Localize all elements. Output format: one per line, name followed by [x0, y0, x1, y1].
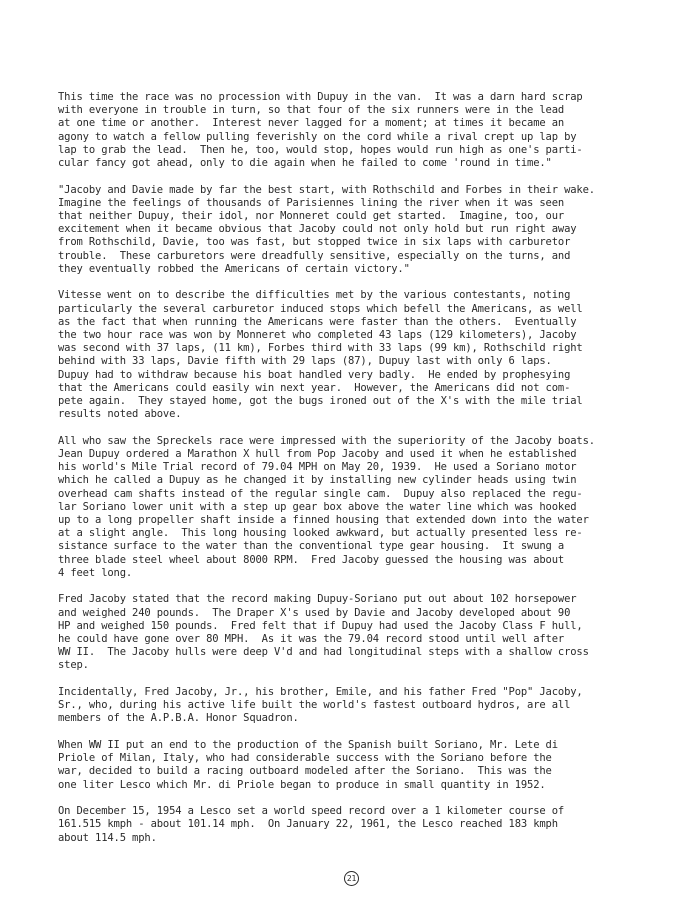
text-line: which he called a Dupuy as he changed it by installing new cylinder heads using twin [58, 474, 577, 487]
text-line: trouble. These carburetors were dreadfully sensitive, especially on the turns, and [58, 249, 571, 262]
text-line: at a slight angle. This long housing looked awkward, but actually presented less re- [58, 527, 583, 540]
paragraph [58, 805, 655, 845]
text-line: Incidentally, Fred Jacoby, Jr., his brother, Emile, and his father Fred "Pop" Jacoby, [58, 686, 583, 699]
paragraph [58, 593, 655, 672]
paragraph [58, 686, 655, 726]
text-line: pete again. They stayed home, got the bugs ironed out of the X's with the mile trial [58, 395, 583, 408]
text-line: All who saw the Spreckels race were impressed with the superiority of the Jacoby boats. [58, 434, 595, 447]
text-line: 161.515 kmph - about 101.14 mph. On January 22, 1961, the Lesco reached 183 kmph [58, 818, 558, 831]
paragraph [58, 739, 655, 792]
text-line: three blade steel wheel about 8000 RPM. Fred Jacoby guessed the housing was about [58, 553, 565, 566]
text-line: agony to watch a fellow pulling feverishly on the cord while a rival crept up lap by [58, 130, 577, 143]
text-line: Priole of Milan, Italy, who had considerable success with the Soriano before the [58, 752, 552, 765]
text-line: that the Americans could easily win next year. However, the Americans did not com- [58, 381, 571, 394]
text-line: from Rothschild, Davie, too was fast, but stopped twice in six laps with carburetor [58, 236, 571, 249]
body-text [58, 91, 655, 845]
text-line: sistance surface to the water than the conventional type gear housing. It swung a [58, 540, 565, 553]
text-line: as the fact that when running the Americans were faster than the others. Eventually [58, 315, 577, 328]
text-line: was second with 37 laps, (11 km), Forbes third with 33 laps (99 km), Rothschild right [58, 342, 583, 355]
text-line: they eventually robbed the Americans of certain victory." [58, 262, 410, 275]
text-line: When WW II put an end to the production of the Spanish built Soriano, Mr. Lete di [58, 739, 558, 752]
text-line: 4 feet long. [58, 566, 133, 579]
text-line: cular fancy got ahead, only to die again when he failed to come 'round in time." [58, 157, 552, 170]
text-line: Vitesse went on to describe the difficulties met by the various contestants, noting [58, 289, 571, 302]
text-line: behind with 33 laps, Davie fifth with 29 laps (87), Dupuy last with only 6 laps. [58, 355, 552, 368]
text-line: he could have gone over 80 MPH. As it was the 79.04 record stood until well after [58, 633, 565, 646]
text-line: lar Soriano lower unit with a step up gear box above the water line which was hooked [58, 500, 577, 513]
text-line: step. [58, 659, 89, 672]
paragraph [58, 184, 655, 276]
text-line: On December 15, 1954 a Lesco set a world speed record over a 1 kilometer course of [58, 805, 565, 818]
text-line: Fred Jacoby stated that the record making Dupuy-Soriano put out about 102 horsepower [58, 593, 577, 606]
text-line: This time the race was no procession with Dupuy in the van. It was a darn hard scrap [58, 91, 583, 103]
text-line: results noted above. [58, 408, 182, 421]
page-number: 21 [344, 871, 359, 886]
text-line: "Jacoby and Davie made by far the best start, with Rothschild and Forbes in their wake. [58, 183, 595, 196]
text-line: up to a long propeller shaft inside a finned housing that extended down into the water [58, 514, 589, 527]
text-line: with everyone in trouble in turn, so that four of the six runners were in the lead [58, 104, 565, 117]
text-line: his world's Mile Trial record of 79.04 MPH on May 20, 1939. He used a Soriano motor [58, 461, 577, 474]
text-line: members of the A.P.B.A. Honor Squadron. [58, 712, 299, 725]
text-line: HP and weighed 150 pounds. Fred felt that if Dupuy had used the Jacoby Class F hull, [58, 619, 583, 632]
text-line: overhead cam shafts instead of the regular single cam. Dupuy also replaced the regu- [58, 487, 583, 500]
text-line: about 114.5 mph. [58, 831, 157, 844]
text-line: war, decided to build a racing outboard modeled after the Soriano. This was the [58, 765, 552, 778]
text-line: and weighed 240 pounds. The Draper X's used by Davie and Jacoby developed about 90 [58, 606, 571, 619]
text-line: Dupuy had to withdraw because his boat handled very badly. He ended by prophesying [58, 368, 571, 381]
text-line: Jean Dupuy ordered a Marathon X hull from Pop Jacoby and used it when he established [58, 448, 577, 461]
text-line: that neither Dupuy, their idol, nor Monneret could get started. Imagine, too, our [58, 210, 565, 223]
text-line: Imagine the feelings of thousands of Parisiennes lining the river when it was seen [58, 196, 565, 209]
text-line: one liter Lesco which Mr. di Priole began to produce in small quantity in 1952. [58, 778, 546, 791]
paragraph [58, 289, 655, 421]
text-line: lap to grab the lead. Then he, too, would stop, hopes would run high as one's parti- [58, 143, 583, 156]
text-line: particularly the several carburetor induced stops which befell the Americans, as well [58, 302, 583, 315]
text-line: at one time or another. Interest never lagged for a moment; at times it became an [58, 117, 565, 130]
text-line: WW II. The Jacoby hulls were deep V'd and had longitudinal steps with a shallow cross [58, 646, 589, 659]
text-line: excitement when it became obvious that Jacoby could not only hold but run right away [58, 223, 577, 236]
paragraph [58, 435, 655, 580]
paragraph [58, 91, 655, 170]
text-line: Sr., who, during his active life built the world's fastest outboard hydros, are all [58, 699, 571, 712]
text-line: the two hour race was won by Monneret who completed 43 laps (129 kilometers), Jacoby [58, 329, 577, 342]
